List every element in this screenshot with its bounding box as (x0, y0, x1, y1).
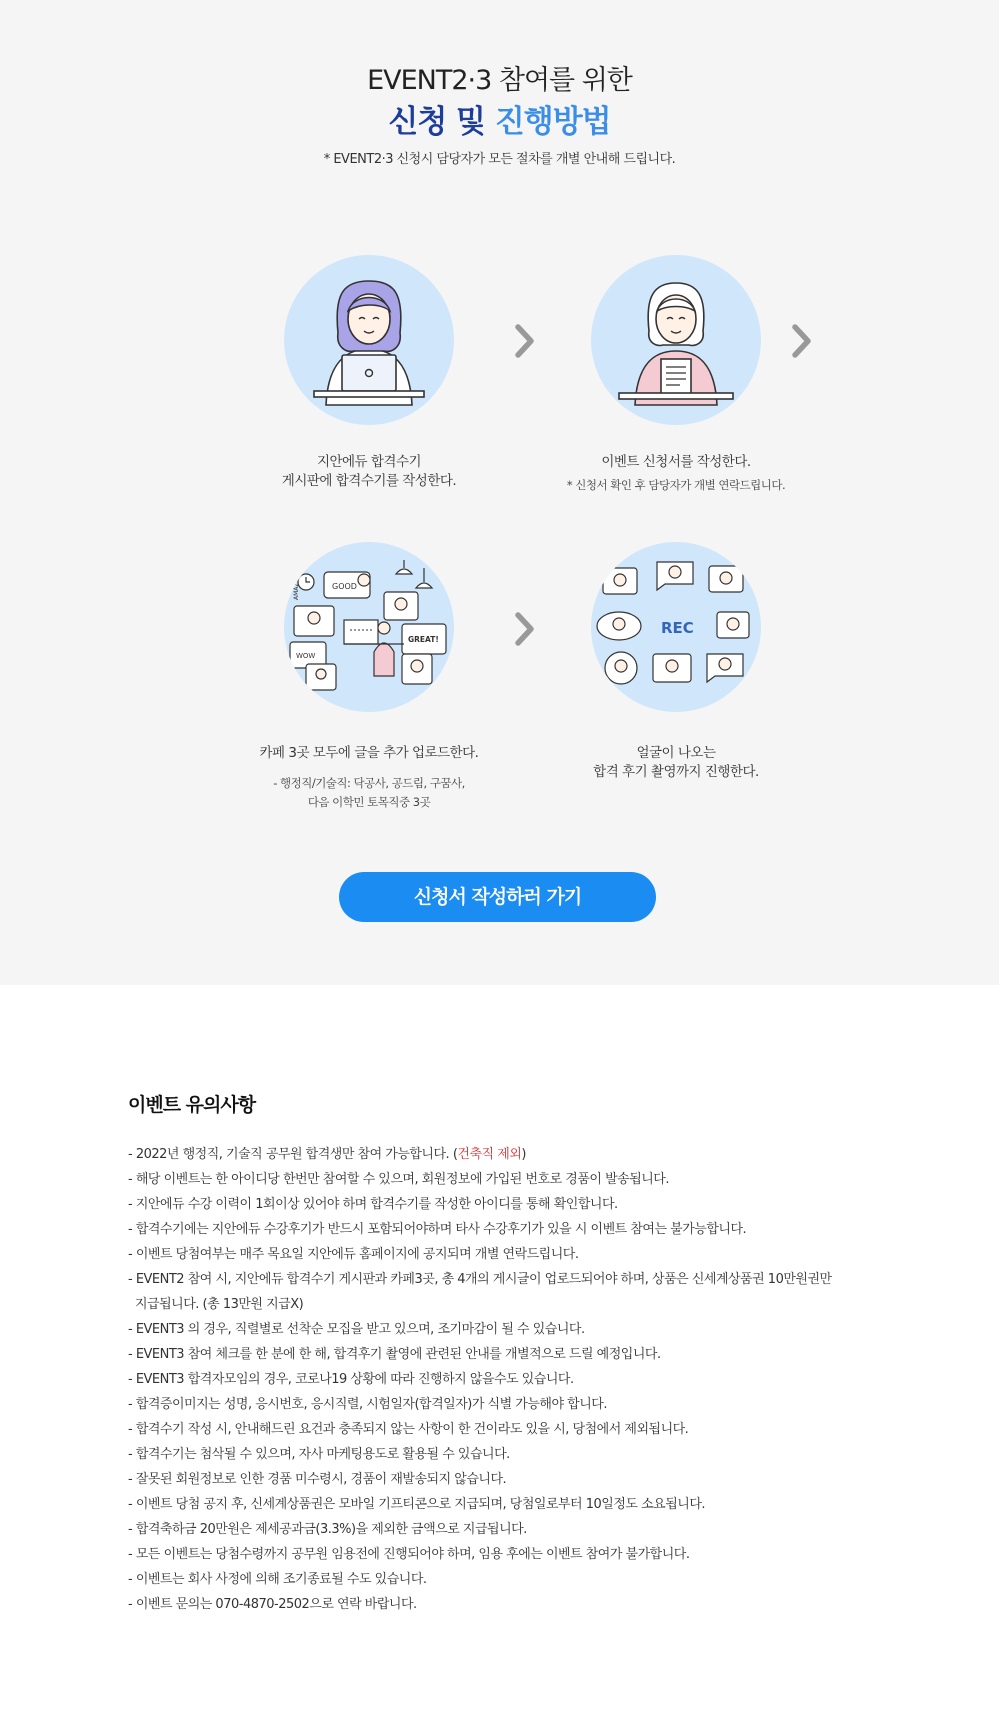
section-note: * EVENT2·3 신청시 담당자가 모든 절차를 개별 안내해 드립니다. (323, 152, 676, 167)
notice-item: - 합격증이미지는 성명, 응시번호, 응시직렬, 시험일자(합격일자)가 식별 가능해야 합니다. (128, 1397, 607, 1412)
notice-text-end: ) (521, 1147, 526, 1162)
notice-item: - 이벤트 당첨여부는 매주 목요일 지안에듀 홈페이지에 공지되며 개별 연락드립니다. (128, 1247, 579, 1262)
step3-caption-sub2: 다음 이학민 토목직중 3곳 (307, 795, 431, 809)
step3-caption-sub1: - 행정직/기술직: 닥공사, 공드림, 구꿈사, (273, 776, 465, 790)
notice-item: - EVENT3 의 경우, 직렬별로 선착순 모집을 받고 있으며, 조기마감이 될 수 있습니다. (128, 1322, 585, 1337)
section-title-line1: EVENT2·3 참여를 위한 (367, 65, 632, 96)
chevron-right-icon (512, 321, 538, 361)
step3-caption (239, 744, 499, 812)
step4-caption (546, 744, 806, 782)
step2-caption-sub: * 신청서 확인 후 담당자가 개별 연락드립니다. (566, 478, 786, 492)
notice-item: - 모든 이벤트는 당첨수령까지 공무원 임용전에 진행되어야 하며, 임용 후에는 이벤트 참여가 불가합니다. (128, 1547, 690, 1562)
notice-item: - 합격수기 작성 시, 안내해드린 요건과 충족되지 않는 사항이 한 건이라도 있을 시, 당첨에서 제외됩니다. (128, 1422, 689, 1437)
step2-illustration (591, 255, 761, 425)
step4-caption-line2: 합격 후기 촬영까지 진행한다. (593, 764, 759, 780)
wow-label: WOW (296, 652, 316, 660)
step4-illustration (591, 542, 761, 712)
notice-item: - EVENT3 합격자모임의 경우, 코로나19 상황에 따라 진행하지 않을수도 있습니다. (128, 1372, 574, 1387)
step3-illustration (284, 542, 454, 712)
notice-item: - 합격축하금 20만원은 제세공과금(3.3%)을 제외한 금액으로 지급됩니다. (128, 1522, 527, 1537)
notices-list (128, 1142, 888, 1617)
apply-button[interactable]: 신청서 작성하러 가기 (339, 872, 656, 922)
notice-item: - 이벤트 당첨 공지 후, 신세계상품권은 모바일 기프티콘으로 지급되며, 당첨일로부터 10일정도 소요됩니다. (128, 1497, 706, 1512)
notice-item: - 이벤트 문의는 070-4870-2502으로 연락 바랍니다. (128, 1597, 417, 1612)
notice-excluded-text: 건축직 제외 (457, 1147, 522, 1162)
step1-caption-line2: 게시판에 합격수기를 작성한다. (281, 473, 457, 489)
great-label: GREAT! (408, 635, 439, 644)
rec-label: REC (661, 619, 694, 637)
step2-caption-line1: 이벤트 신청서를 작성한다. (601, 454, 751, 470)
section-title-light: 진행방법 (494, 104, 611, 140)
step2-caption (546, 453, 806, 495)
notices-title: 이벤트 유의사항 (128, 1094, 256, 1116)
notice-item-continued: 지급됩니다. (총 13만원 지급X) (135, 1297, 304, 1312)
notice-item: - 이벤트는 회사 사정에 의해 조기종료될 수도 있습니다. (128, 1572, 427, 1587)
step1-caption (239, 453, 499, 491)
notice-text: - 2022년 행정직, 기술직 공무원 합격생만 참여 가능합니다. ( (128, 1147, 458, 1162)
chevron-right-icon (512, 609, 538, 649)
good-label: GOOD (332, 582, 357, 591)
step1-caption-line1: 지안에듀 합격수기 (316, 454, 422, 470)
notice-item: - EVENT2 참여 시, 지안에듀 합격수기 게시판과 카페3곳, 총 4개의 게시글이 업로드되어야 하며, 상품은 신세계상품권 10만원권만 (128, 1272, 832, 1287)
step3-caption-line1: 카페 3곳 모두에 글을 추가 업로드한다. (259, 745, 479, 761)
section-title-line2 (0, 96, 999, 141)
amazing-label: AMAZING (293, 571, 300, 600)
notice-item: - 지안에듀 수강 이력이 1회이상 있어야 하며 합격수기를 작성한 아이디를 통해 확인합니다. (128, 1197, 618, 1212)
notice-item: - 잘못된 회원정보로 인한 경품 미수령시, 경품이 재발송되지 않습니다. (128, 1472, 507, 1487)
step1-illustration (284, 255, 454, 425)
section-title-dark: 신청 및 (388, 104, 486, 140)
notice-item: - EVENT3 참여 체크를 한 분에 한 해, 합격후기 촬영에 관련된 안내를 개별적으로 드릴 예정입니다. (128, 1347, 661, 1362)
notice-item (128, 1142, 888, 1167)
notice-item: - 합격수기에는 지안에듀 수강후기가 반드시 포함되어야하며 타사 수강후기가 있을 시 이벤트 참여는 불가능합니다. (128, 1222, 747, 1237)
chevron-right-icon (789, 321, 815, 361)
step4-caption-line1: 얼굴이 나오는 (636, 745, 716, 761)
notice-item: - 합격수기는 첨삭될 수 있으며, 자사 마케팅용도로 활용될 수 있습니다. (128, 1447, 510, 1462)
notice-item: - 해당 이벤트는 한 아이디당 한번만 참여할 수 있으며, 회원정보에 가입된 번호로 경품이 발송됩니다. (128, 1172, 669, 1187)
